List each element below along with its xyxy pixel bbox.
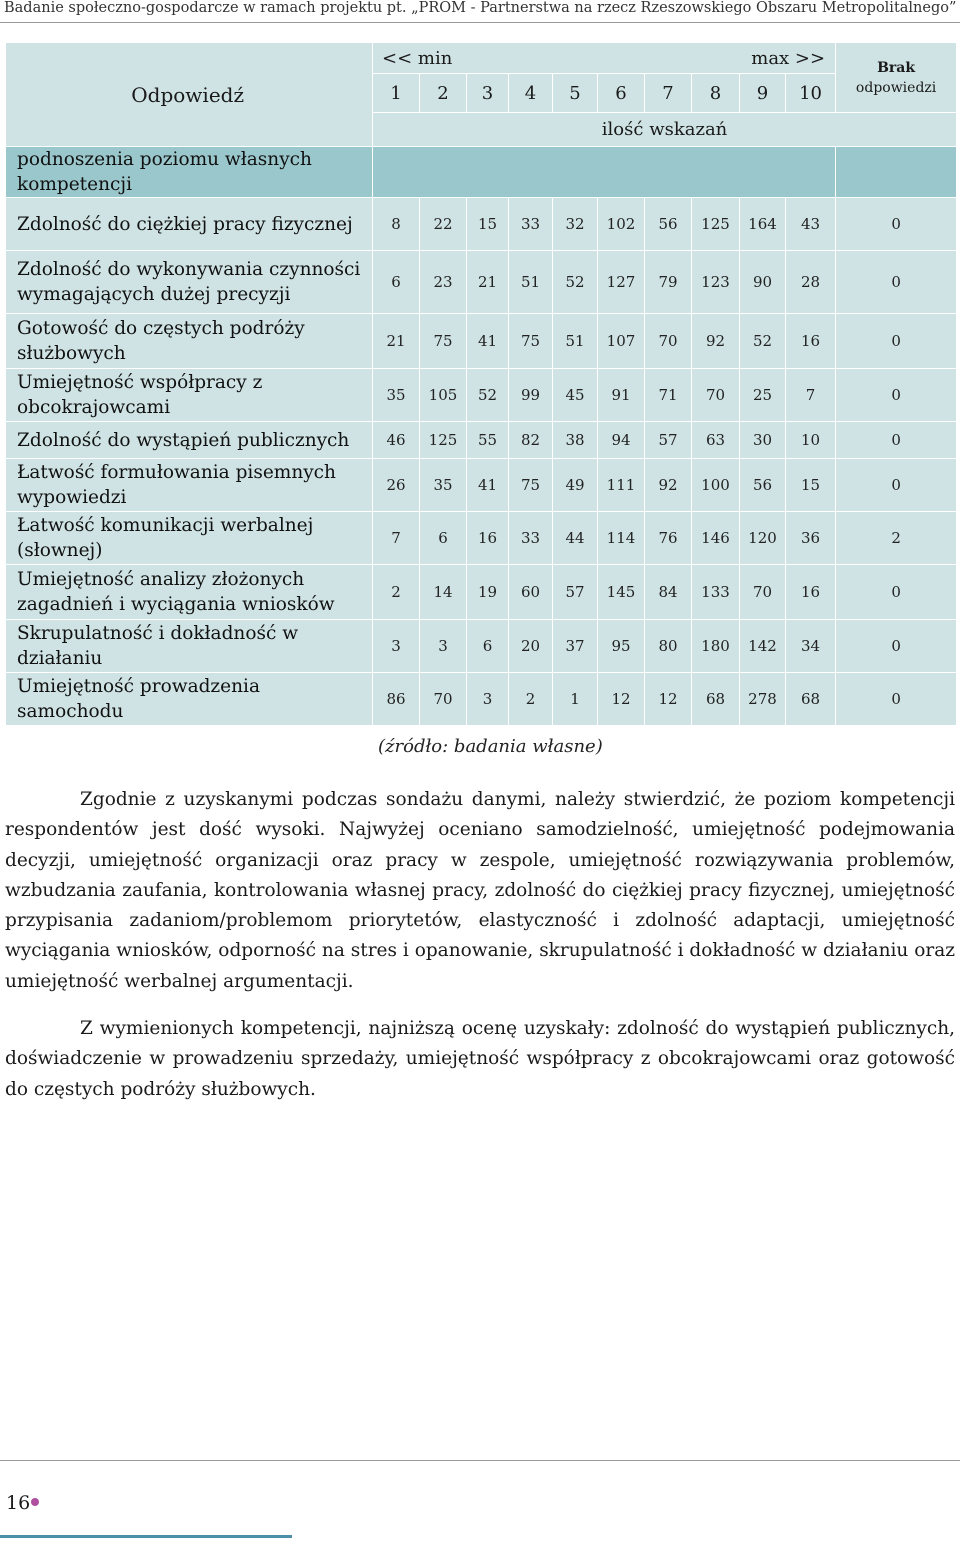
value-cell: 79: [645, 251, 692, 314]
value-cell: 133: [692, 565, 740, 620]
header-divider: [0, 22, 960, 23]
row-label: Zdolność do ciężkiej pracy fizycznej: [6, 198, 373, 251]
row-label: Umiejętność współpracy z obcokrajowcami: [6, 369, 373, 422]
table-row: [6, 620, 957, 673]
value-cell: 26: [373, 459, 420, 512]
value-cell: 75: [509, 459, 553, 512]
value-cell: 57: [645, 422, 692, 459]
value-cell: 16: [786, 565, 836, 620]
row-label: Łatwość formułowania pisemnych wypowiedzi: [6, 459, 373, 512]
value-cell: 6: [373, 251, 420, 314]
value-cell: 57: [553, 565, 598, 620]
value-cell: 114: [598, 512, 645, 565]
value-cell: 71: [645, 369, 692, 422]
value-cell: 7: [373, 512, 420, 565]
table-source: (źródło: badania własne): [378, 736, 603, 757]
value-cell: 60: [509, 565, 553, 620]
no-answer-cell: 0: [836, 251, 957, 314]
value-cell: 16: [786, 314, 836, 369]
count-label: ilość wskazań: [373, 113, 957, 147]
value-cell: 38: [553, 422, 598, 459]
value-cell: 70: [420, 673, 467, 726]
value-cell: 43: [786, 198, 836, 251]
footer-accent-bar: [0, 1535, 292, 1538]
value-cell: 70: [692, 369, 740, 422]
value-cell: 164: [740, 198, 786, 251]
value-cell: 84: [645, 565, 692, 620]
value-cell: 49: [553, 459, 598, 512]
value-cell: 99: [509, 369, 553, 422]
value-cell: 125: [420, 422, 467, 459]
value-cell: 51: [509, 251, 553, 314]
value-cell: 7: [786, 369, 836, 422]
value-cell: 145: [598, 565, 645, 620]
table-row: [6, 198, 957, 251]
value-cell: 23: [420, 251, 467, 314]
value-cell: 127: [598, 251, 645, 314]
row-label: Łatwość komunikacji werbalnej (słownej): [6, 512, 373, 565]
table-row: [6, 422, 957, 459]
value-cell: 32: [553, 198, 598, 251]
value-cell: 6: [420, 512, 467, 565]
value-cell: 91: [598, 369, 645, 422]
value-cell: 68: [692, 673, 740, 726]
value-cell: 44: [553, 512, 598, 565]
value-cell: 278: [740, 673, 786, 726]
value-cell: 3: [420, 620, 467, 673]
value-cell: 51: [553, 314, 598, 369]
paragraph-2: Z wymienionych kompetencji, najniższą ocenę uzyskały: zdolność do wystąpień publicznych, doświadczenie w prowadzeniu sprzedaży, umiejętność współpracy z obcokrajowcami oraz gotowość do częstych podróży służbowych.: [5, 1018, 955, 1100]
value-cell: 41: [467, 314, 509, 369]
scale-range-header: [373, 43, 836, 74]
value-cell: 35: [420, 459, 467, 512]
value-cell: 111: [598, 459, 645, 512]
table-row: [6, 512, 957, 565]
value-cell: 33: [509, 512, 553, 565]
value-cell: 30: [740, 422, 786, 459]
value-cell: 70: [740, 565, 786, 620]
value-cell: 125: [692, 198, 740, 251]
value-cell: 86: [373, 673, 420, 726]
paragraph-1: Zgodnie z uzyskanymi podczas sondażu danymi, należy stwierdzić, że poziom kompetencji respondentów jest dość wysoki. Najwyżej oceniano samodzielność, umiejętność podejmowania decyzji, umiejętność organizacji oraz pracy w zespole, umiejętność rozwiązywania problemów, wzbudzania zaufania, kontrolowania własnej pracy, zdolność do ciężkiej pracy fizycznej, umiejętność przypisania zadaniom/problemom priorytetów, elastyczność i zdolność adaptacji, umiejętność wyciągania wniosków, odporność na stres i opanowanie, skrupulatność i dokładność w działaniu oraz umiejętność werbalnej argumentacji.: [5, 789, 955, 992]
value-cell: 46: [373, 422, 420, 459]
table-row: [6, 673, 957, 726]
value-cell: 10: [786, 422, 836, 459]
footer-divider: [0, 1460, 960, 1461]
value-cell: 28: [786, 251, 836, 314]
value-cell: 3: [467, 673, 509, 726]
value-cell: 92: [692, 314, 740, 369]
scale-header-cell: 4: [509, 74, 553, 113]
section-label: podnoszenia poziomu własnych kompetencji: [6, 147, 373, 198]
value-cell: 20: [509, 620, 553, 673]
value-cell: 16: [467, 512, 509, 565]
value-cell: 12: [645, 673, 692, 726]
no-answer-cell: 0: [836, 369, 957, 422]
value-cell: 15: [786, 459, 836, 512]
scale-header-cell: 8: [692, 74, 740, 113]
value-cell: 68: [786, 673, 836, 726]
value-cell: 2: [509, 673, 553, 726]
value-cell: 15: [467, 198, 509, 251]
value-cell: 14: [420, 565, 467, 620]
no-answer-header: Brak odpowiedzi: [836, 43, 957, 113]
value-cell: 21: [373, 314, 420, 369]
no-answer-cell: 0: [836, 620, 957, 673]
value-cell: 56: [740, 459, 786, 512]
no-answer-cell: 0: [836, 673, 957, 726]
max-label: max >>: [751, 47, 826, 69]
scale-header-cell: 10: [786, 74, 836, 113]
scale-header-cell: 9: [740, 74, 786, 113]
running-header: Badanie społeczno-gospodarcze w ramach projektu pt. „PROM - Partnerstwa na rzecz Rzeszowskiego Obszaru Metropolitalnego”: [4, 0, 957, 16]
value-cell: 45: [553, 369, 598, 422]
value-cell: 92: [645, 459, 692, 512]
value-cell: 36: [786, 512, 836, 565]
value-cell: 37: [553, 620, 598, 673]
no-answer-cell: 0: [836, 198, 957, 251]
row-label: Umiejętność analizy złożonych zagadnień i wyciągania wniosków: [6, 565, 373, 620]
row-label: Zdolność do wystąpień publicznych: [6, 422, 373, 459]
value-cell: 3: [373, 620, 420, 673]
scale-header-cell: 3: [467, 74, 509, 113]
bullet-icon: [31, 1498, 39, 1506]
value-cell: 76: [645, 512, 692, 565]
value-cell: 105: [420, 369, 467, 422]
value-cell: 63: [692, 422, 740, 459]
value-cell: 94: [598, 422, 645, 459]
value-cell: 70: [645, 314, 692, 369]
value-cell: 55: [467, 422, 509, 459]
value-cell: 146: [692, 512, 740, 565]
value-cell: 95: [598, 620, 645, 673]
table-row: [6, 251, 957, 314]
value-cell: 107: [598, 314, 645, 369]
value-cell: 82: [509, 422, 553, 459]
scale-header-cell: 2: [420, 74, 467, 113]
value-cell: 2: [373, 565, 420, 620]
table-row: [6, 565, 957, 620]
scale-header-cell: 6: [598, 74, 645, 113]
value-cell: 56: [645, 198, 692, 251]
section-row: [6, 147, 957, 198]
no-answer-cell: 0: [836, 314, 957, 369]
value-cell: 120: [740, 512, 786, 565]
no-answer-cell: 0: [836, 565, 957, 620]
value-cell: 25: [740, 369, 786, 422]
answer-header: Odpowiedź: [6, 43, 373, 147]
value-cell: 19: [467, 565, 509, 620]
row-label: Zdolność do wykonywania czynności wymagających dużej precyzji: [6, 251, 373, 314]
value-cell: 21: [467, 251, 509, 314]
value-cell: 52: [467, 369, 509, 422]
table-row: [6, 459, 957, 512]
value-cell: 52: [553, 251, 598, 314]
value-cell: 75: [509, 314, 553, 369]
scale-header-cell: 5: [553, 74, 598, 113]
row-label: Skrupulatność i dokładność w działaniu: [6, 620, 373, 673]
header-row-minmax: [6, 43, 957, 74]
value-cell: 75: [420, 314, 467, 369]
scale-header-cell: 1: [373, 74, 420, 113]
table-row: [6, 314, 957, 369]
value-cell: 90: [740, 251, 786, 314]
no-answer-cell: 0: [836, 422, 957, 459]
scale-header-cell: 7: [645, 74, 692, 113]
table-row: [6, 369, 957, 422]
value-cell: 34: [786, 620, 836, 673]
value-cell: 33: [509, 198, 553, 251]
value-cell: 102: [598, 198, 645, 251]
value-cell: 35: [373, 369, 420, 422]
competency-table: [5, 42, 957, 726]
value-cell: 123: [692, 251, 740, 314]
page-number: 16: [6, 1492, 31, 1514]
value-cell: 180: [692, 620, 740, 673]
no-answer-cell: 0: [836, 459, 957, 512]
value-cell: 52: [740, 314, 786, 369]
row-label: Gotowość do częstych podróży służbowych: [6, 314, 373, 369]
min-label: << min: [382, 47, 453, 69]
value-cell: 100: [692, 459, 740, 512]
value-cell: 1: [553, 673, 598, 726]
value-cell: 6: [467, 620, 509, 673]
row-label: Umiejętność prowadzenia samochodu: [6, 673, 373, 726]
value-cell: 22: [420, 198, 467, 251]
value-cell: 41: [467, 459, 509, 512]
value-cell: 8: [373, 198, 420, 251]
no-answer-cell: 2: [836, 512, 957, 565]
value-cell: 12: [598, 673, 645, 726]
value-cell: 142: [740, 620, 786, 673]
value-cell: 80: [645, 620, 692, 673]
